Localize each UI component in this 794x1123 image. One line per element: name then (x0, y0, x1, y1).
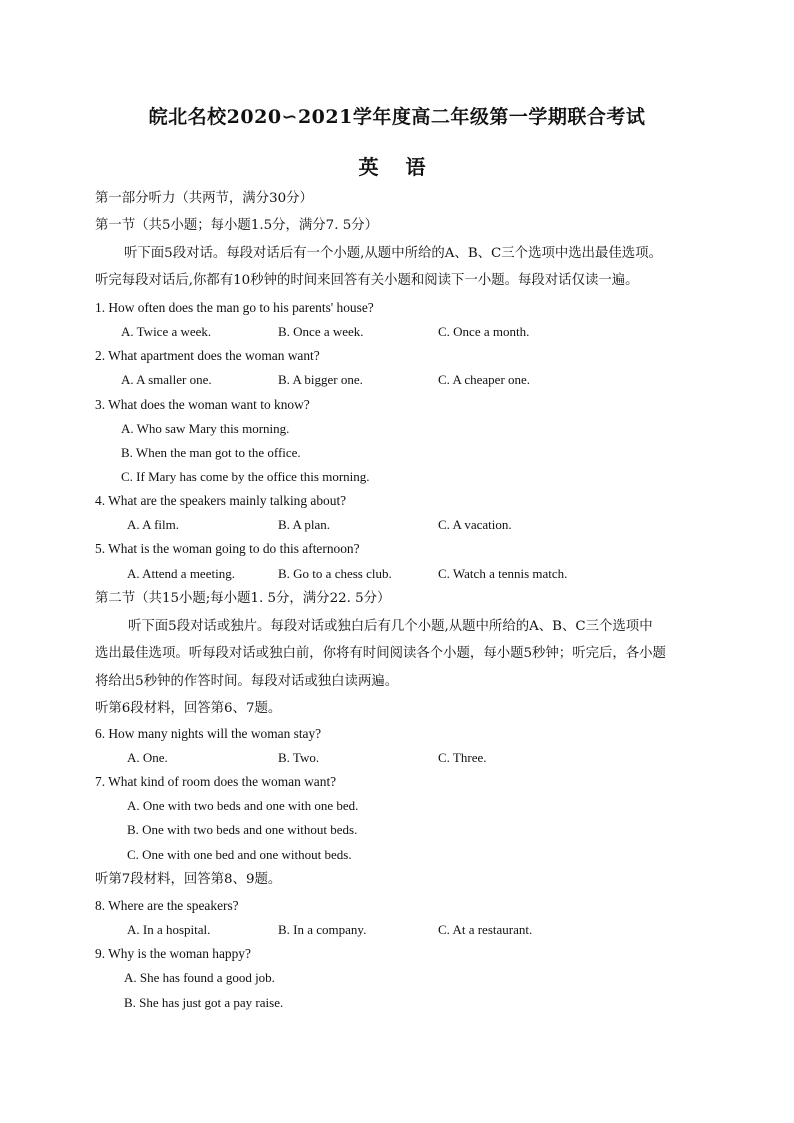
q1-option-b: B. Once a week. (278, 324, 364, 339)
section1-heading: 第一节（共5小题；每小题1.5分，满分7. 5分） (95, 218, 379, 233)
section2-instruction-3: 将给出5秒钟的作答时间。每段对话或独白读两遍。 (95, 674, 399, 689)
q5-option-b: B. Go to a chess club. (278, 566, 392, 581)
q4-option-a: A. A film. (127, 517, 180, 532)
q4-option-b: B. A plan. (278, 517, 331, 532)
material-6-note: 听第6段材料，回答第6、7题。 (95, 701, 282, 716)
q7-option-b: B. One with two beds and one without beds. (127, 822, 358, 837)
q1-option-a: A. Twice a week. (121, 324, 212, 339)
question-4: 4. What are the speakers mainly talking about? (95, 493, 347, 508)
question-2: 2. What apartment does the woman want? (95, 348, 320, 363)
section2-instruction-1: 听下面5段对话或独片。每段对话或独白后有几个小题,从题中所给的A、B、C三个选项中 (128, 619, 653, 634)
q9-option-b: B. She has just got a pay raise. (124, 995, 284, 1010)
q7-option-a: A. One with two beds and one with one bed. (127, 798, 359, 813)
part1-heading: 第一部分听力（共两节，满分30分） (95, 191, 313, 206)
q7-option-c: C. One with one bed and one without beds. (127, 847, 352, 862)
q3-option-b: B. When the man got to the office. (121, 445, 301, 460)
question-3: 3. What does the woman want to know? (95, 397, 310, 412)
material-7-note: 听第7段材料，回答第8、9题。 (95, 872, 282, 887)
q4-option-c: C. A vacation. (438, 517, 512, 532)
section1-instruction-1: 听下面5段对话。每段对话后有一个小题,从题中所给的A、B、C三个选项中选出最佳选项。 (124, 246, 662, 261)
q8-option-a: A. In a hospital. (127, 922, 211, 937)
q2-option-a: A. A smaller one. (121, 372, 212, 387)
section2-heading: 第二节（共15小题;每小题1. 5分，满分22. 5分） (95, 591, 391, 606)
q6-option-b: B. Two. (278, 750, 320, 765)
q8-option-b: B. In a company. (278, 922, 367, 937)
question-6: 6. How many nights will the woman stay? (95, 726, 322, 741)
question-5: 5. What is the woman going to do this afternoon? (95, 541, 360, 556)
q9-option-a: A. She has found a good job. (124, 970, 275, 985)
question-9: 9. Why is the woman happy? (95, 946, 251, 961)
q6-option-a: A. One. (127, 750, 168, 765)
section2-instruction-2: 选出最佳选项。听每段对话或独白前，你将有时间阅读各个小题，每小题5秒钟；听完后，各小题 (95, 646, 666, 661)
q3-option-a: A. Who saw Mary this morning. (121, 421, 290, 436)
q3-option-c: C. If Mary has come by the office this morning. (121, 469, 370, 484)
question-1: 1. How often does the man go to his parents' house? (95, 300, 374, 315)
question-7: 7. What kind of room does the woman want? (95, 774, 337, 789)
section1-instruction-2: 听完每段对话后,你都有10秒钟的时间来回答有关小题和阅读下一小题。每段对话仅读一遍。 (95, 273, 639, 288)
q5-option-a: A. Attend a meeting. (127, 566, 235, 581)
q6-option-c: C. Three. (438, 750, 487, 765)
q2-option-c: C. A cheaper one. (438, 372, 531, 387)
q2-option-b: B. A bigger one. (278, 372, 363, 387)
q1-option-c: C. Once a month. (438, 324, 530, 339)
question-8: 8. Where are the speakers? (95, 898, 239, 913)
q5-option-c: C. Watch a tennis match. (438, 566, 568, 581)
subject-title: 英 语 (358, 155, 436, 179)
q8-option-c: C. At a restaurant. (438, 922, 533, 937)
exam-title: 皖北名校2020∽2021学年度高二年级第一学期联合考试 (148, 106, 646, 128)
